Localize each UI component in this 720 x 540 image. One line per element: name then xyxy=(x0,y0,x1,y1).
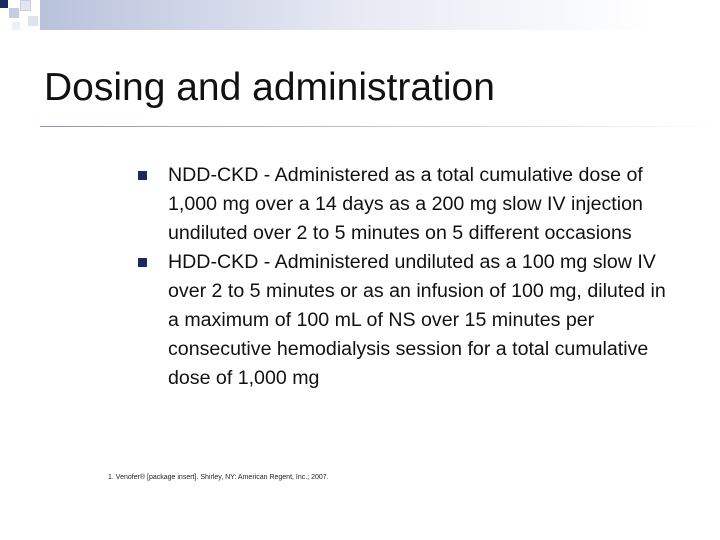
bullet-list xyxy=(0,161,720,393)
decorative-square xyxy=(28,16,38,26)
decorative-square xyxy=(0,0,8,8)
bullet-item-hdd-ckd xyxy=(0,248,680,393)
bullet-item-ndd-ckd xyxy=(0,161,680,248)
bullet-square-icon xyxy=(138,171,147,180)
bullet-label: HDD-CKD xyxy=(168,251,259,273)
slide-title: Dosing and administration xyxy=(44,66,495,109)
decorative-square xyxy=(20,0,31,11)
decorative-square xyxy=(9,8,19,18)
decorative-square xyxy=(12,22,20,30)
header-decoration xyxy=(0,0,720,50)
bullet-label: NDD-CKD xyxy=(168,164,259,186)
reference-footnote: 1. Venofer® [package insert]. Shirley, NY: American Regent, Inc.; 2007. xyxy=(108,474,329,481)
bullet-text: - Administered undiluted as a 100 mg slow IV over 2 to 5 minutes or as an infusion of 100 mg, diluted in a maximum of 100 mL of NS over 15 minutes per consecutive hemodialysis session for a total cumulative dose of 1,000 mg xyxy=(168,251,666,389)
header-gradient-band xyxy=(40,0,720,30)
title-divider xyxy=(40,126,720,127)
bullet-text: - Administered as a total cumulative dose of 1,000 mg over a 14 days as a 200 mg slow IV injection undiluted over 2 to 5 minutes on 5 different occasions xyxy=(168,164,643,244)
bullet-square-icon xyxy=(138,258,147,267)
